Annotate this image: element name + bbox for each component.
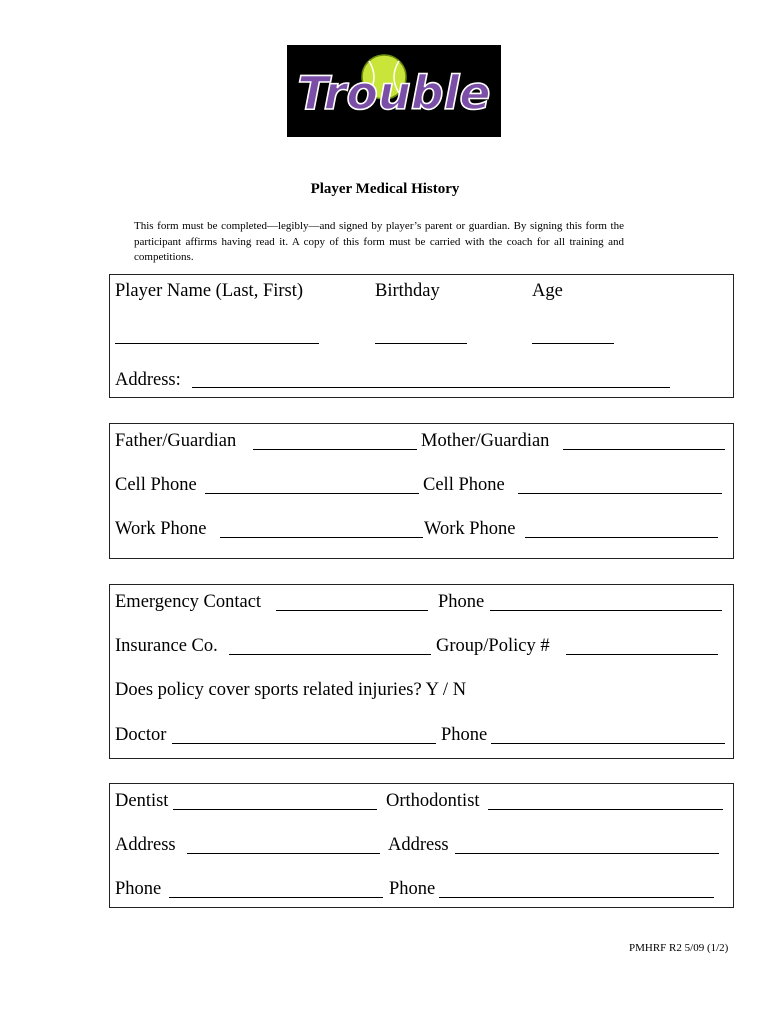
emergency-phone-field[interactable] xyxy=(490,610,722,611)
address-field[interactable] xyxy=(192,387,670,388)
guardian-section xyxy=(109,423,734,559)
group-policy-field[interactable] xyxy=(566,654,718,655)
emergency-contact-field[interactable] xyxy=(276,610,428,611)
dentist-phone-field[interactable] xyxy=(169,897,383,898)
birthday-field[interactable] xyxy=(375,343,467,344)
age-label: Age xyxy=(532,281,563,301)
father-guardian-label: Father/Guardian xyxy=(115,431,237,451)
dentist-field[interactable] xyxy=(173,809,377,810)
cell-phone-label-1: Cell Phone xyxy=(115,475,197,495)
doctor-label: Doctor xyxy=(115,725,167,745)
emergency-section xyxy=(109,584,734,759)
orthodontist-address-label: Address xyxy=(388,835,449,855)
emergency-contact-label: Emergency Contact xyxy=(115,592,262,612)
page-title: Player Medical History xyxy=(310,181,460,197)
doctor-phone-label: Phone xyxy=(441,725,488,745)
form-code: PMHRF R2 5/09 (1/2) xyxy=(629,942,729,954)
emergency-phone-label: Phone xyxy=(438,592,485,612)
dentist-address-field[interactable] xyxy=(187,853,380,854)
work-phone-field-1[interactable] xyxy=(220,537,423,538)
dentist-phone-label: Phone xyxy=(115,879,162,899)
orthodontist-address-field[interactable] xyxy=(455,853,719,854)
work-phone-label-1: Work Phone xyxy=(115,519,207,539)
orthodontist-label: Orthodontist xyxy=(386,791,480,811)
cell-phone-field-2[interactable] xyxy=(518,493,722,494)
birthday-label: Birthday xyxy=(375,281,440,301)
player-name-label: Player Name (Last, First) xyxy=(115,281,304,301)
address-label: Address: xyxy=(115,370,181,390)
orthodontist-field[interactable] xyxy=(488,809,723,810)
doctor-phone-field[interactable] xyxy=(491,743,725,744)
dentist-label: Dentist xyxy=(115,791,169,811)
logo-text: Trouble xyxy=(297,66,491,120)
dental-section xyxy=(109,783,734,908)
dentist-address-label: Address xyxy=(115,835,176,855)
mother-guardian-field[interactable] xyxy=(563,449,725,450)
cell-phone-label-2: Cell Phone xyxy=(423,475,505,495)
orthodontist-phone-label: Phone xyxy=(389,879,436,899)
coverage-question: Does policy cover sports related injuries? Y / N xyxy=(115,680,467,700)
group-policy-label: Group/Policy # xyxy=(436,636,550,656)
trouble-logo xyxy=(287,45,501,137)
player-name-field[interactable] xyxy=(115,343,319,344)
father-guardian-field[interactable] xyxy=(253,449,417,450)
mother-guardian-label: Mother/Guardian xyxy=(421,431,550,451)
cell-phone-field-1[interactable] xyxy=(205,493,419,494)
insurance-label: Insurance Co. xyxy=(115,636,218,656)
player-section xyxy=(109,274,734,398)
work-phone-label-2: Work Phone xyxy=(424,519,516,539)
doctor-field[interactable] xyxy=(172,743,436,744)
insurance-field[interactable] xyxy=(229,654,431,655)
intro-paragraph: This form must be completed—legibly—and signed by player’s parent or guardian. By signing this form the participant affirms having read it. A copy of this form must be carried with the coach for all training and competitions. xyxy=(134,220,624,263)
orthodontist-phone-field[interactable] xyxy=(439,897,714,898)
age-field[interactable] xyxy=(532,343,614,344)
work-phone-field-2[interactable] xyxy=(525,537,718,538)
